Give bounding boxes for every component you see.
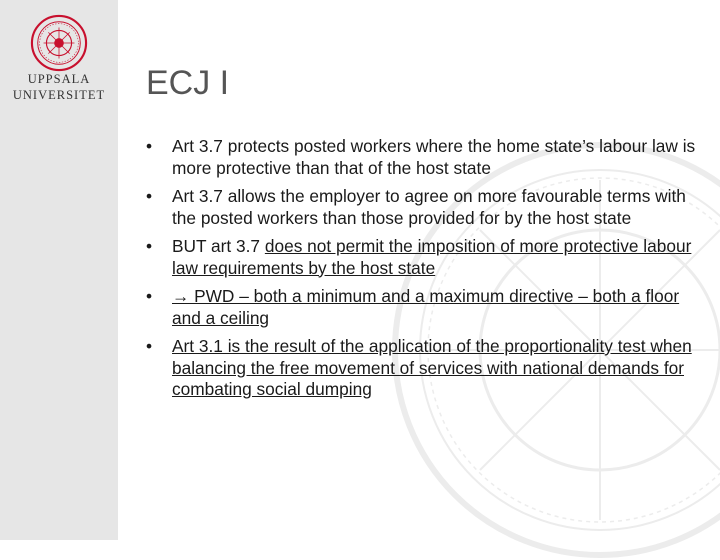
bullet-dot-icon: •	[146, 286, 153, 306]
logo-text-line2: UNIVERSITET	[12, 88, 106, 102]
bullet-dot-icon: •	[146, 336, 153, 356]
bullet-item	[146, 286, 702, 329]
bullet-text-underlined: → PWD – both a minimum and a maximum directive – both a floor and a ceiling	[172, 286, 680, 328]
bullet-list	[146, 136, 702, 408]
sidebar	[0, 0, 118, 540]
bullet-item	[146, 186, 702, 229]
bullet-dot-icon: •	[146, 236, 153, 256]
logo-text-line1: UPPSALA	[27, 72, 91, 86]
university-seal-icon	[30, 14, 88, 72]
bullet-text: BUT art 3.7	[172, 236, 265, 256]
bullet-text-underlined: does not permit the imposition of more protective labour law requirements by the host state	[172, 236, 692, 278]
bullet-item	[146, 336, 702, 401]
slide-title: ECJ I	[146, 64, 230, 102]
bullet-dot-icon: •	[146, 186, 153, 206]
bullet-text: Art 3.7 allows the employer to agree on more favourable terms with the posted workers than those provided for by the host state	[172, 186, 686, 228]
bullet-dot-icon: •	[146, 136, 153, 156]
bullet-text: Art 3.7 protects posted workers where the home state’s labour law is more protective than that of the host state	[172, 136, 696, 178]
bullet-item	[146, 136, 702, 179]
bullet-item	[146, 236, 702, 279]
bullet-text-underlined: Art 3.1 is the result of the application of the proportionality test when balancing the free movement of services with national demands for combating social dumping	[172, 336, 692, 399]
